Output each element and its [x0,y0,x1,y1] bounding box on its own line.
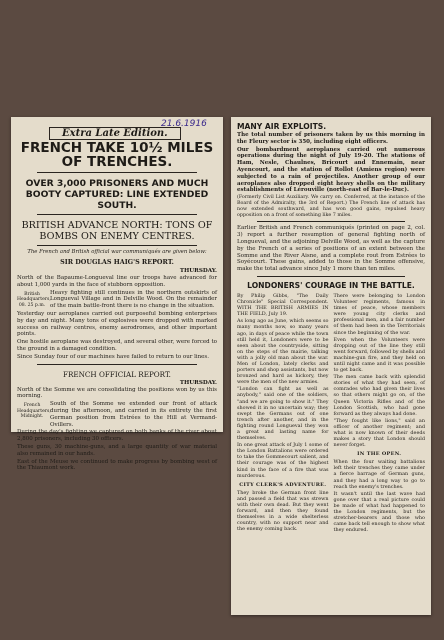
french-paragraph: These guns, 30 machine-guns, and a large quantity of war material also remained in our hands. [17,443,217,457]
divider [257,221,405,222]
divider [37,364,197,365]
divider [37,214,197,215]
french-paragraph: North of the Somme we are consolidating the positions won by us this morning. [17,386,217,400]
haig-paragraph: North of the Bapaume-Longueval line our troops have advanced for about 1,000 yards in the face of stubborn opposition. [17,275,217,288]
divider [37,245,197,246]
haig-paragraph: One hostile aeroplane was destroyed, and several other, were forced to the ground in a damaged condition. [17,339,217,352]
french-dateline: French Headquarters, Midnight. [17,403,51,420]
article-paragraph: As long ago as June, which seems so many months now, so many years ago, in days of peace while the town still held it, Londoners were to be seen about the countryside, sitting on the steps of the mairie, talking with a jolly old man about the war. Men of London, lately clerks and porters and shop assistants, but now bronzed and hard as hickory, they were the men of the new armies. [237,318,329,386]
air-paragraph: Our bombardment aeroplanes carried out numerous operations during the night of July 19-20. The stations of Ham, Nesle, Chaulnes, Bricourt and Ennemain, near Ayencourt, and the station of Rollot (Amiens region) were subjected to a rain of projectiles. Another group of our aeroplanes also dropped eight heavy shells on the military establishments of Lérouville (north-east of Bar-le-Duc). [237,146,425,194]
french-paragraph: During the day's fighting we captured on both banks of the river about 2,800 prisoners, including 30 officers. [17,429,217,443]
french-dated-block [17,401,217,429]
article-paragraph: Even when the Volunteers were dropping out of the line they still went forward, followed by shells and machine-gun fire, and they held on until night came and it was possible to get back. [333,336,426,374]
air-exploits-heading: MANY AIR EXPLOITS. [237,122,327,131]
article-paragraph: In one great attack of July 1 some of the London Battalions were ordered to take the Gommecourt salient, and their courage was of the highest kind in the face of a fire that was murderous. [237,442,329,479]
intro-note: The French and British official war communiqués are given below: [27,249,207,255]
column-subheading: CITY CLERK'S ADVENTURE. [239,481,327,488]
haig-report-heading: SIR DOUGLAS HAIG'S REPORT. [60,258,174,266]
haig-dateline: British Headquarters, 08. 25 p.m. [17,291,51,308]
advance-headline: BRITISH ADVANCE NORTH: TONS OF BOMBS ON ENEMY CENTRES. [21,220,213,242]
haig-paragraph: Heavy fighting still continues in the northern outskirts of Longueval Village and in Delville Wood. On the remainder of the main battle-front there is no change in the situation. [50,289,217,310]
sub-headline: OVER 3,000 PRISONERS AND MUCH BOOTY CAPTURED: LINE EXTENDED SOUTH. [25,178,209,211]
article-paragraph: It wasn't until the last wave had gone over that a real picture could be made of what had happened to the London regiments, but the stretcher-bearers and those who came back tell enough to show what they endured. [333,490,425,534]
article-paragraph: They broke the German front line and passed a field that was strewn with their own dead. But they went forward, and then they found themselves in a wide shelterless country, with no support near and the enemy coming back. [237,489,329,533]
divider [257,276,405,277]
column-subheading: IN THE OPEN. [357,451,402,458]
french-paragraph: South of the Somme we extended our front of attack during the afternoon, and carried in its entirety the first German position from Estrées to the Hill at Vermand-Ovillers. [50,401,217,428]
edition-label: Extra Late Edition. [49,127,181,140]
divider [37,172,197,173]
article-paragraph: There were belonging to London Volunteer regiments, famous in times of peace, whose members were young city clerks and professional men, and a fair number of them had been in the Territorials since the beginning of the war. [333,292,425,336]
article-column-left [237,293,329,534]
main-headline: FRENCH TAKE 10½ MILES OF TRENCHES. [20,140,214,170]
pencilled-date: 21.6.1916 [161,119,207,129]
haig-dated-block [17,290,217,311]
french-paragraph: East of the Meuse we continued to make progress by bombing west of the Thiaumont work. [17,458,217,472]
left-newspaper-clipping [11,117,223,472]
haig-report-day: THURSDAY. [179,268,217,274]
summary-paragraph: Earlier British and French communiqués (printed on page 2, col. 3) report a further resumption of general fighting north of Longueval, and the adjoining Delville Wood, as well as the capture by the French of a series of positions of an extent between the Somme and the River Aisne, and a complete rout from Estrées to Soyécourt. These gains, added to those in the Somme offensive, make the total advance since July 1 more than ten miles. [237,225,425,273]
byline: By Philip Gibbs, "The Daily Chronicle" Special Correspondent. WITH THE BRITISH ARMIES IN THE FIELD, July 19. [237,292,329,318]
air-paragraph: The total number of prisoners taken by us this morning in the Fleury sector is 350, including eight officers. [237,132,425,145]
article-paragraph: "London can fight as well as anybody," said one of the soldiers, "and we are going to show it." They showed it in no uncertain way; they swept the Germans out of one trench after another, and in the fighting round Longueval they won a great and lasting name for themselves. [237,386,329,442]
article-paragraph: "They fought like lions," said an officer of another regiment; and what is now known of their deeds makes a story that London should never forget. [333,417,425,449]
article-columns [237,293,425,534]
haig-paragraph: Since Sunday four of our machines have failed to return to our lines. [17,353,209,360]
haig-paragraph: Yesterday our aeroplanes carried out purposeful bombing enterprises by day and night. Many tons of explosives were dropped with marked success on railway centres, enemy aerodromes, and other important points. [17,310,217,338]
right-newspaper-clipping [231,117,431,615]
article-title: LONDONERS' COURAGE IN THE BATTLE. [247,280,415,290]
article-paragraph: When the four waiting battalions left their trenches they came under a fierce barrage of German guns, and they had a long way to go to reach the enemy's trenches. [333,459,425,490]
article-paragraph: The men came back with splendid stories of what they had seen, of comrades who had given their lives so that others might go on, of the Queen Victoria Rifles and of the London Scottish, who had gone forward as they always had done. [333,374,425,417]
french-report-day: THURSDAY. [179,379,217,386]
air-note: (Formerly Civil List Auxiliary. We carry on. Conferred, at the instance of the Board of the Admiralty, the 3rd of Report.) The French line of attack has now extended southward, and has won good gains, repulsed heavy opposition on a front of something like 7 miles. [237,195,425,218]
french-report-heading: FRENCH OFFICIAL REPORT. [63,369,171,379]
edition-row [17,121,217,137]
article-column-right [334,293,426,534]
